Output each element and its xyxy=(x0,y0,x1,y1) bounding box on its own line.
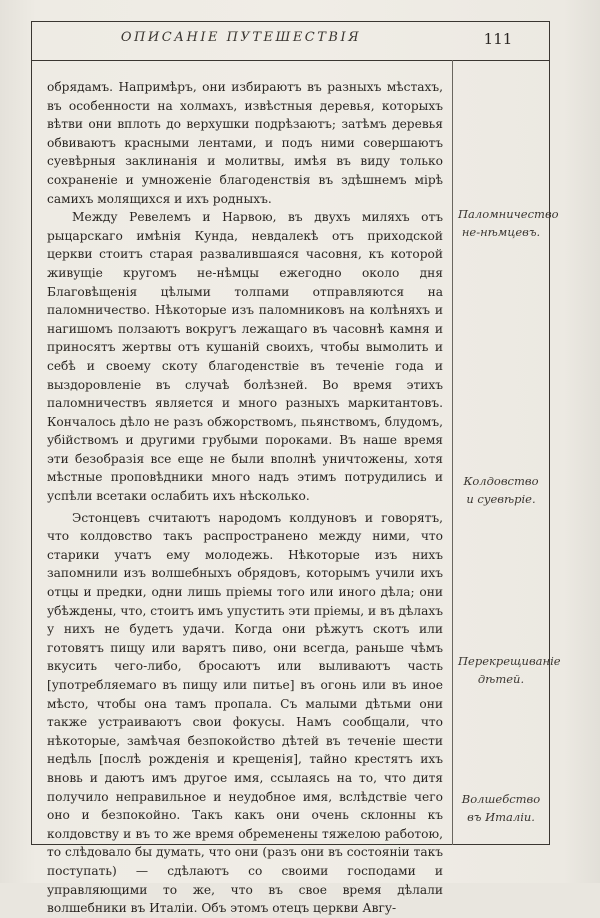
paragraph: Между Ревелемъ и Нарвою, въ двухъ миляхъ отъ рыцарскаго имѣнія Кунда, невдалекѣ отъ приходской церкви стоитъ старая развалившаяся часовня, къ которой живущіе кругомъ не-нѣмцы ежегодно около дня Благовѣщенія цѣлыми толпами отправляются на паломничество. Нѣкоторые изъ паломниковъ на колѣняхъ и нагишомъ ползаютъ вокругъ лежащаго въ часовнѣ камня и приносятъ жертвы отъ кушаній своихъ, чтобы вымолить и себѣ и своему скоту благоденствіе въ теченіе года и выздоровленіе въ случаѣ болѣзней. Во время этихъ паломничествъ является и много разныхъ маркитантовъ. Кончалось дѣло не разъ обжорствомъ, пьянствомъ, блудомъ, убійствомъ и другими грубыми пороками. Въ наше время эти безобразія все еще не были вполнѣ уничтожены, хотя мѣстные проповѣдники много надъ этимъ потрудились и успѣли всетаки ослабить ихъ нѣсколько. xyxy=(47,210,443,504)
page-number: 111 xyxy=(483,30,513,48)
margin-note-rebaptism: Перекрещиваніе дѣтей. xyxy=(458,654,561,686)
main-text xyxy=(47,78,443,918)
paragraph: Эстонцевъ считаютъ народомъ колдуновъ и говорятъ, что колдовство такъ распространено между ними, что старики учатъ ему молодежь. Нѣкоторые изъ нихъ запомнили изъ волшебныхъ обрядовъ, которымъ учили ихъ отцы и предки, одни лишь пріемы того или иного дѣла; они убѣждены, что, стоитъ имъ упустить эти пріемы, и въ дѣлахъ у нихъ не будетъ удачи. Когда они рѣжутъ скотъ или готовятъ пищу или варятъ пиво, они всегда, раньше чѣмъ вкусить чего-либо, бросаютъ или выливаютъ часть [употребляемаго въ пищу или питье] въ огонь или въ иное мѣсто, чтобы она тамъ пропала. Съ малыми дѣтьми они также устраиваютъ свои фокусы. Намъ сообщали, что нѣкоторые, замѣчая безпокойство дѣтей въ теченіе шести недѣль [послѣ рожденія и крещенія], тайно крестятъ ихъ вновь и даютъ имъ другое имя, ссылаясь на то, что дитя получило неправильное и неудобное имя, вслѣдствіе чего оно и безпокойно. Такъ какъ они очень склонны къ колдовству и въ то же время обременены тяжелою работою, то слѣдовало бы думать, что они (разъ они въ состояніи такъ поступать) — сдѣлаютъ со своими господами и управляющими то же, что въ свое время дѣлали волшебники въ Италіи. Объ этомъ отецъ церкви Авгу- xyxy=(47,510,443,916)
margin-column-rule xyxy=(452,60,453,845)
paragraph: обрядамъ. Напримѣръ, они избираютъ въ разныхъ мѣстахъ, въ особенности на холмахъ, извѣстныя деревья, которыхъ вѣтви они вплоть до верхушки подрѣзаютъ; затѣмъ деревья обвиваютъ красными лентами, и подъ ними совершаютъ суевѣрныя заклинанія и молитвы, имѣя въ виду только сохраненіе и умноженіе благоденствія въ здѣшнемъ мірѣ самихъ молящихся и ихъ родныхъ. xyxy=(47,80,443,206)
margin-note-pilgrimage: Паломничество не-нѣмцевъ. xyxy=(458,207,559,239)
margin-note-sorcery: Колдовство и суевѣріе. xyxy=(463,474,539,506)
margin-note-italy: Волшебство въ Италіи. xyxy=(461,792,541,824)
header-rule xyxy=(31,60,550,61)
running-head: ОПИСАНІЕ ПУТЕШЕСТВІЯ xyxy=(120,30,362,45)
